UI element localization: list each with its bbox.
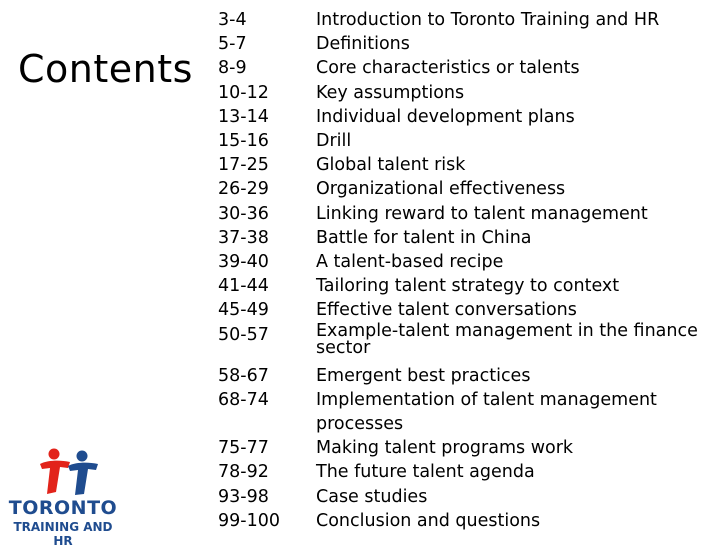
toc-topic: Emergent best practices <box>316 365 531 386</box>
toc-entry <box>218 509 718 533</box>
toc-topic: Tailoring talent strategy to context <box>316 276 620 297</box>
toc-topic: Definitions <box>316 34 410 55</box>
toc-topic: Core characteristics or talents <box>316 58 580 79</box>
logo-word-toronto: TORONTO <box>8 497 118 519</box>
toc-pages: 15-16 <box>218 131 269 152</box>
people-figures-icon <box>34 448 100 496</box>
toc-entry <box>218 177 718 201</box>
toc-topic: Linking reward to talent management <box>316 203 648 224</box>
toc-entry <box>218 320 718 364</box>
toc-pages: 10-12 <box>218 82 269 103</box>
toc-pages: 39-40 <box>218 252 269 273</box>
toc-entry <box>218 153 718 177</box>
toc-topic: Introduction to Toronto Training and HR <box>316 10 660 30</box>
toc-topic: The future talent agenda <box>316 462 535 483</box>
toc-topic: Conclusion and questions <box>316 510 541 531</box>
toc-pages: 13-14 <box>218 106 269 127</box>
toc-entry-continuation <box>218 412 718 436</box>
toc-pages: 37-38 <box>218 227 269 248</box>
toc-pages: 78-92 <box>218 462 269 483</box>
toronto-training-logo <box>8 448 118 548</box>
toc-pages: 5-7 <box>218 34 247 55</box>
toc-entry <box>218 226 718 250</box>
toc-pages: 75-77 <box>218 438 269 459</box>
toc-pages: 26-29 <box>218 179 269 200</box>
toc-entry <box>218 460 718 484</box>
toc-entry <box>218 129 718 153</box>
toc-entry <box>218 32 718 56</box>
toc-pages: 93-98 <box>218 486 269 507</box>
toc-pages: 8-9 <box>218 58 247 79</box>
toc-pages: 3-4 <box>218 10 247 30</box>
toc-pages <box>218 412 316 436</box>
contents-list <box>218 8 718 533</box>
toc-entry <box>218 250 718 274</box>
toc-entry <box>218 485 718 509</box>
toc-topic: Example-talent management in the finance sector <box>316 320 698 358</box>
toc-topic: A talent-based recipe <box>316 252 504 273</box>
toc-entry <box>218 56 718 80</box>
toc-topic: Implementation of talent management <box>316 389 657 410</box>
toc-entry <box>218 364 718 388</box>
toc-pages: 30-36 <box>218 203 269 224</box>
toc-pages: 41-44 <box>218 276 269 297</box>
toc-entry <box>218 202 718 226</box>
toc-entry <box>218 81 718 105</box>
toc-topic: processes <box>316 414 404 435</box>
logo-word-training: TRAINING AND HR <box>13 520 113 548</box>
toc-topic: Effective talent conversations <box>316 300 577 321</box>
toc-topic: Global talent risk <box>316 155 466 176</box>
toc-topic: Key assumptions <box>316 82 465 103</box>
toc-entry <box>218 388 718 412</box>
toc-topic: Case studies <box>316 486 428 507</box>
toc-pages: 50-57 <box>218 324 269 345</box>
toc-topic: Organizational effectiveness <box>316 179 566 200</box>
toc-entry <box>218 298 718 322</box>
toc-entry <box>218 274 718 298</box>
toc-pages: 68-74 <box>218 389 269 410</box>
page-title: Contents <box>18 47 193 91</box>
toc-pages: 58-67 <box>218 365 269 386</box>
toc-topic: Making talent programs work <box>316 438 574 459</box>
toc-pages: 17-25 <box>218 155 269 176</box>
toc-topic: Battle for talent in China <box>316 227 532 248</box>
toc-pages: 45-49 <box>218 300 269 321</box>
toc-topic: Drill <box>316 131 352 152</box>
toc-topic: Individual development plans <box>316 106 575 127</box>
toc-entry <box>218 436 718 460</box>
toc-entry <box>218 8 718 32</box>
toc-pages: 99-100 <box>218 510 280 531</box>
toc-entry <box>218 105 718 129</box>
